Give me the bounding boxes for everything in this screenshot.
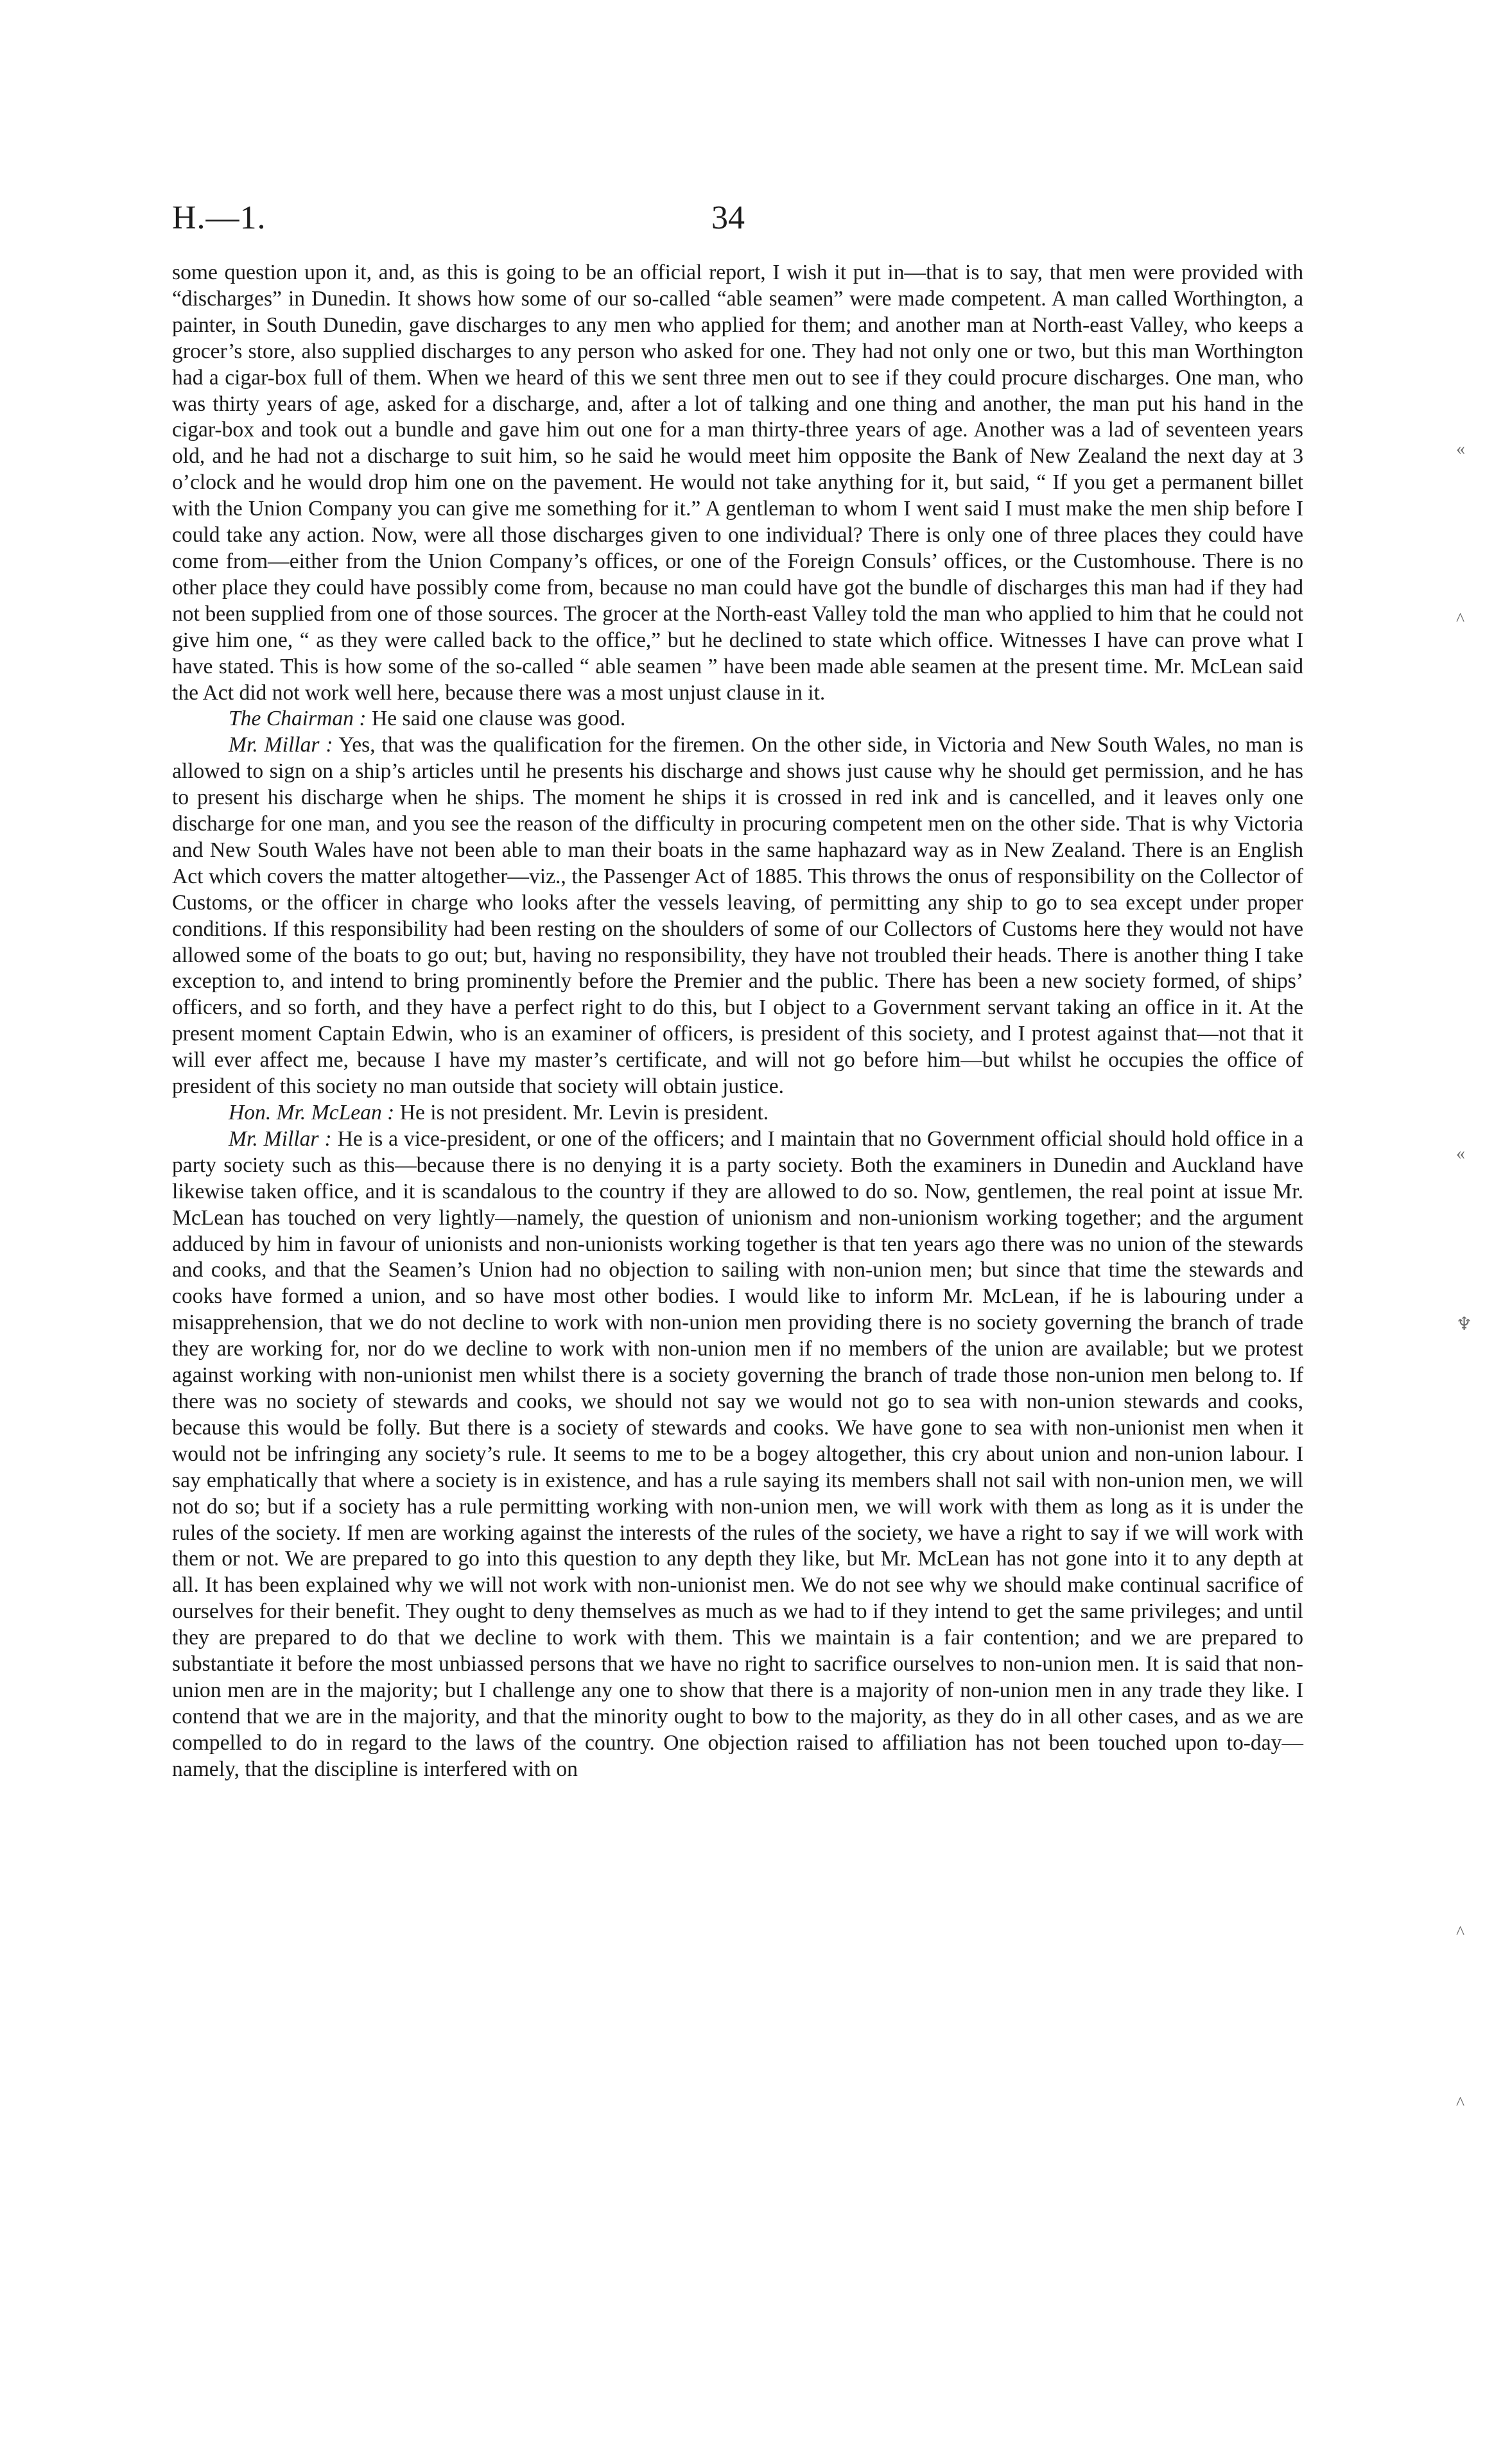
paragraph-text: some question upon it, and, as this is going to be an official report, I wish it put in—that is to say, that men were provided with “discharges” in Dunedin. It shows how some of our so-called “able seamen” were made competent. A man called Worthington, a painter, in South Dunedin, gave discharges to any men who applied for them; and another man at North-east Valley, who keeps a grocer’s store, also supplied discharges to any person who asked for one. They had not only one or two, but this man Worthington had a cigar-box full of them. When we heard of this we sent three men out to see if they could procure discharges. One man, who was thirty years of age, asked for a discharge, and, after a lot of talking and one thing and another, the man put his hand in the cigar-box and took out a bundle and gave him out one for a man thirty-three years of age. Another was a lad of seventeen years old, and he had not a discharge to suit him, so he said he would meet him opposite the Bank of New Zealand the next day at 3 o’clock and he would drop him one on the pavement. He would not take anything for it, but said, “ If you get a permanent billet with the Union Company you can give me something for it.” A gentleman to whom I went said I must make the men ship before I could take any action. Now, were all those discharges given to one individual? There is only one of three places they could have come from—either from the Union Company’s offices, or one of the Foreign Consuls’ offices, or the Customhouse. There is no other place they could have possibly come from, because no man could have got the bundle of discharges this man had if they had not been supplied from one of those sources. The grocer at the North-east Valley told the man who applied to him that he could not give him one, “ as they were called back to the office,” but he declined to state which office. Witnesses I have can prove what I have stated. This is how some of the so-called “ able seamen ” have been made able seamen at the present time. Mr. McLean said the Act did not work well here, because there was a most unjust clause in it. xyxy=(172,261,1303,705)
speech-millar-1 xyxy=(172,732,1303,1100)
page-number: 34 xyxy=(711,200,745,236)
margin-mark: « xyxy=(1456,439,1465,459)
paragraph-continuation xyxy=(172,260,1303,706)
margin-mark: « xyxy=(1456,1144,1465,1164)
speaker-name: Mr. Millar : xyxy=(229,733,333,757)
speech-chairman xyxy=(172,706,1303,732)
speaker-name: Hon. Mr. McLean : xyxy=(229,1101,395,1124)
page-header xyxy=(172,199,1303,250)
speech-millar-2 xyxy=(172,1126,1303,1783)
speech-text: Yes, that was the qualification for the firemen. On the other side, in Victoria and New South Wales, no man is allowed to sign on a ship’s articles until he presents his discharge and shows just cause why he should get permission, and he has to present his discharge when he ships. The moment he ships it is crossed in red ink and is cancelled, and it leaves only one discharge for one man, and you see the reason of the difficulty in procuring competent men on the other side. That is why Victoria and New South Wales have not been able to man their boats in the same haphazard way as in New Zealand. There is an English Act which covers the matter altogether—viz., the Passenger Act of 1885. This throws the onus of responsibility on the Collector of Customs, or the officer in charge who looks after the vessels leaving, of permitting any ship to go to sea except under proper conditions. If this responsibility had been resting on the shoulders of some of our Collectors of Customs here they would not have allowed some of the boats to go out; but, having no responsibility, they have not troubled their heads. There is another thing I take exception to, and intend to bring prominently before the Premier and the public. There has been a new society formed, of ships’ officers, and so forth, and they have a perfect right to do this, but I object to a Government servant taking an office in it. At the present moment Captain Edwin, who is an examiner of officers, is president of this society, and I protest against that—not that it will ever affect me, because I have my master’s certificate, and will not go before him—but whilst he occupies the office of president of this society no man outside that society will obtain justice. xyxy=(172,733,1304,1099)
margin-mark: ^ xyxy=(1456,610,1465,630)
margin-mark: ^ xyxy=(1456,1923,1465,1943)
margin-mark: ♆ xyxy=(1456,1314,1473,1334)
margin-mark: ^ xyxy=(1456,2094,1465,2114)
document-code: H.—1. xyxy=(172,200,266,236)
speech-text: He is a vice-president, or one of the officers; and I maintain that no Government official should hold office in a party society such as this—because there is no denying it is a party society. Both the examiners in Dunedin and Auckland have likewise taken office, and it is scandalous to the country if they are allowed to do so. Now, gentlemen, the real point at issue Mr. McLean has touched on very lightly—namely, the question of unionism and non-unionism working together; and the argument adduced by him in favour of unionists and non-unionists working together is that ten years ago there was no union of the stewards and cooks, and that the Seamen’s Union had no objection to sailing with non-union men; but since that time the stewards and cooks have formed a union, and so have most other bodies. I would like to inform Mr. McLean, if he is labouring under a misapprehension, that we do not decline to work with non-union men providing there is no society governing the branch of trade they are working for, nor do we decline to work with non-union men if no members of the union are available; but we protest against working with non-unionist men whilst there is a society governing the branch of trade those non-union men belong to. If there was no society of stewards and cooks, we should not say we would not go to sea with non-union stewards and cooks, because this would be folly. But there is a society of stewards and cooks. We have gone to sea with non-unionist men when it would not be infringing any society’s rule. It seems to me to be a bogey altogether, this cry about union and non-union labour. I say emphatically that where a society is in existence, and has a rule saying its members shall not sail with non-union men, we will not do so; but if a society has a rule permitting working with non-union men, we will work with them as long as it is under the rules of the society. If men are working against the interests of the rules of the society, we have a right to say if we will work with them or not. We are prepared to go into this question to any depth they like, but Mr. McLean has not gone into it to any depth at all. It has been explained why we will not work with non-unionist men. We do not see why we should make continual sacrifice of ourselves for their benefit. They ought to deny themselves as much as we had to if they intend to get the same privileges; and until they are prepared to do that we decline to work with them. This we maintain is a fair contention; and we are prepared to substantiate it before the most unbiassed persons that we have no right to sacrifice ourselves to non-union men. It is said that non-union men are in the majority; but I challenge any one to show that there is a majority of non-union men in any trade they like. I contend that we are in the majority, and that the minority ought to bow to the majority, as they do in all other cases, and as we are compelled to do in regard to the laws of the country. One objection raised to affiliation has not been touched upon to-day—namely, that the discipline is interfered with on xyxy=(172,1126,1303,1781)
speaker-name: The Chairman : xyxy=(229,707,367,731)
speech-mclean xyxy=(172,1100,1303,1126)
body-text xyxy=(172,260,1303,1783)
speaker-name: Mr. Millar : xyxy=(229,1126,332,1151)
speech-text: He is not president. Mr. Levin is president. xyxy=(399,1101,769,1124)
speech-text: He said one clause was good. xyxy=(371,707,626,731)
